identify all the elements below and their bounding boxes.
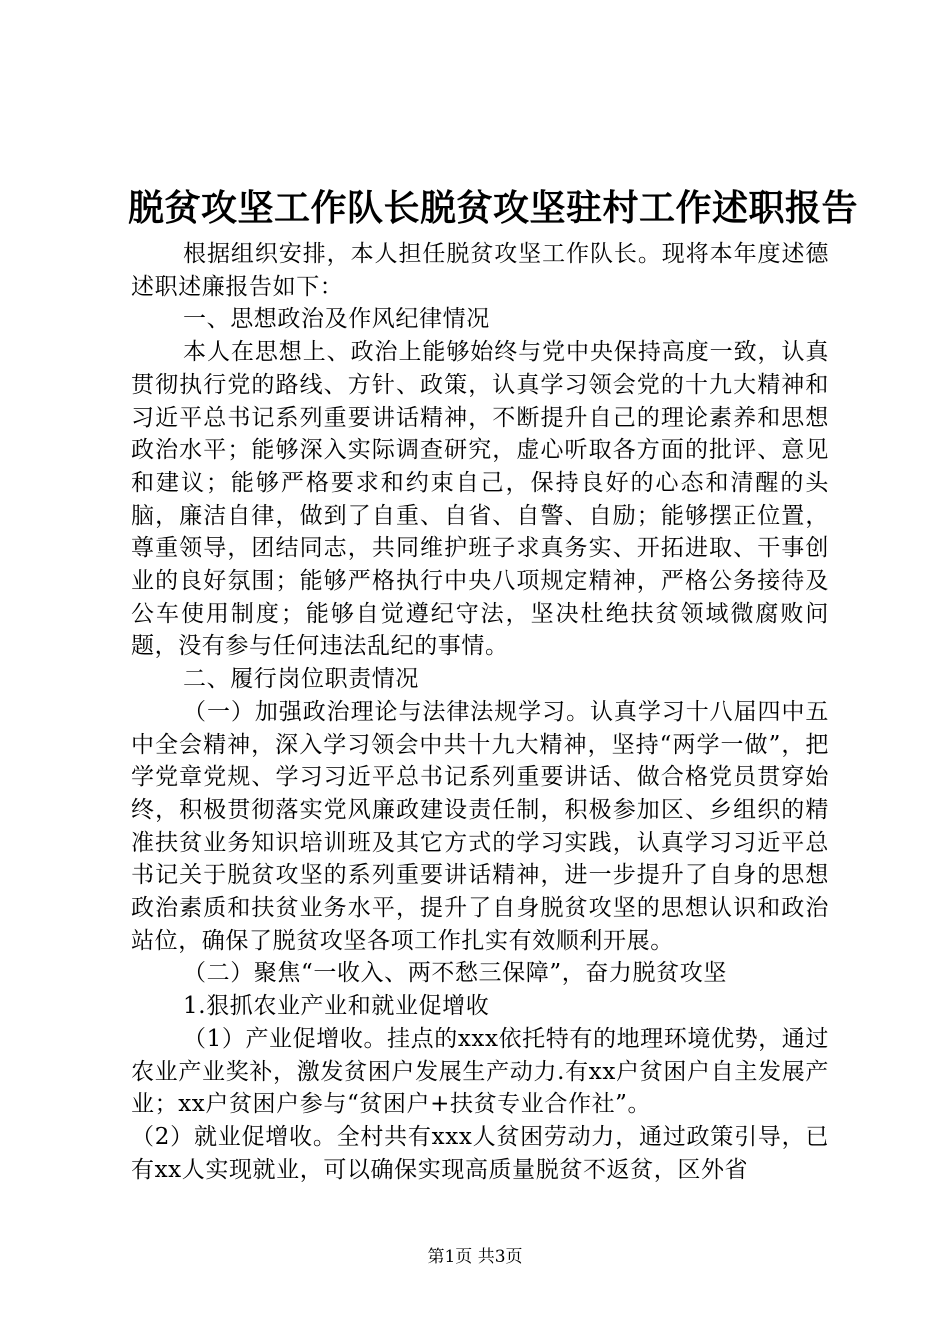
page-number: 第1页 共3页 bbox=[427, 1247, 523, 1267]
section-heading-1: 一、思想政治及作风纪律情况 bbox=[183, 306, 490, 333]
item-1-heading: 1.狠抓农业产业和就业促增收 bbox=[183, 993, 490, 1020]
item-1-1-paragraph: （1）产业促增收。挂点的xxx依托特有的地理环境优势，通过农业产业奖补，激发贫困户发展生产动力.有xx户贫困户自主发展产业；xx户贫困户参与“贫困户+扶贫专业合作社”。 bbox=[131, 1025, 829, 1118]
section-1-paragraph: 本人在思想上、政治上能够始终与党中央保持高度一致，认真贯彻执行党的路线、方针、政策，认真学习领会党的十九大精神和习近平总书记系列重要讲话精神，不断提升自己的理论素养和思想政治水平；能够深入实际调查研究，虚心听取各方面的批评、意见和建议；能够严格要求和约束自己，保持良好的心态和清醒的头脑，廉洁自律，做到了自重、自省、自警、自励；能够摆正位置，尊重领导，团结同志，共同维护班子求真务实、开拓进取、干事创业的良好氛围；能够严格执行中央八项规定精神，严格公务接待及公车使用制度；能够自觉遵纪守法，坚决杜绝扶贫领域微腐败问题，没有参与任何违法乱纪的事情。 bbox=[131, 339, 829, 660]
document-title: 脱贫攻坚工作队长脱贫攻坚驻村工作述职报告 bbox=[128, 187, 859, 229]
item-1-2-paragraph: （2）就业促增收。全村共有xxx人贫困劳动力，通过政策引导，已有xx人实现就业，可以确保实现高质量脱贫不返贫，区外省 bbox=[131, 1123, 829, 1183]
intro-paragraph: 根据组织安排，本人担任脱贫攻坚工作队长。现将本年度述德述职述廉报告如下： bbox=[131, 241, 829, 300]
section-heading-2: 二、履行岗位职责情况 bbox=[183, 666, 419, 693]
document-body bbox=[131, 238, 829, 1186]
subsection-2-heading: （二）聚焦“一收入、两不愁三保障”，奋力脱贫攻坚 bbox=[183, 960, 727, 987]
subsection-1-paragraph: （一）加强政治理论与法律法规学习。认真学习十八届四中五中全会精神，深入学习领会中共十九大精神，坚持“两学一做”，把学党章党规、学习习近平总书记系列重要讲话、做合格党员贯穿始终，积极贯彻落实党风廉政建设责任制，积极参加区、乡组织的精准扶贫业务知识培训班及其它方式的学习实践，认真学习习近平总书记关于脱贫攻坚的系列重要讲话精神，进一步提升了自身的思想政治素质和扶贫业务水平，提升了自身脱贫攻坚的思想认识和政治站位，确保了脱贫攻坚各项工作扎实有效顺利开展。 bbox=[131, 698, 829, 954]
